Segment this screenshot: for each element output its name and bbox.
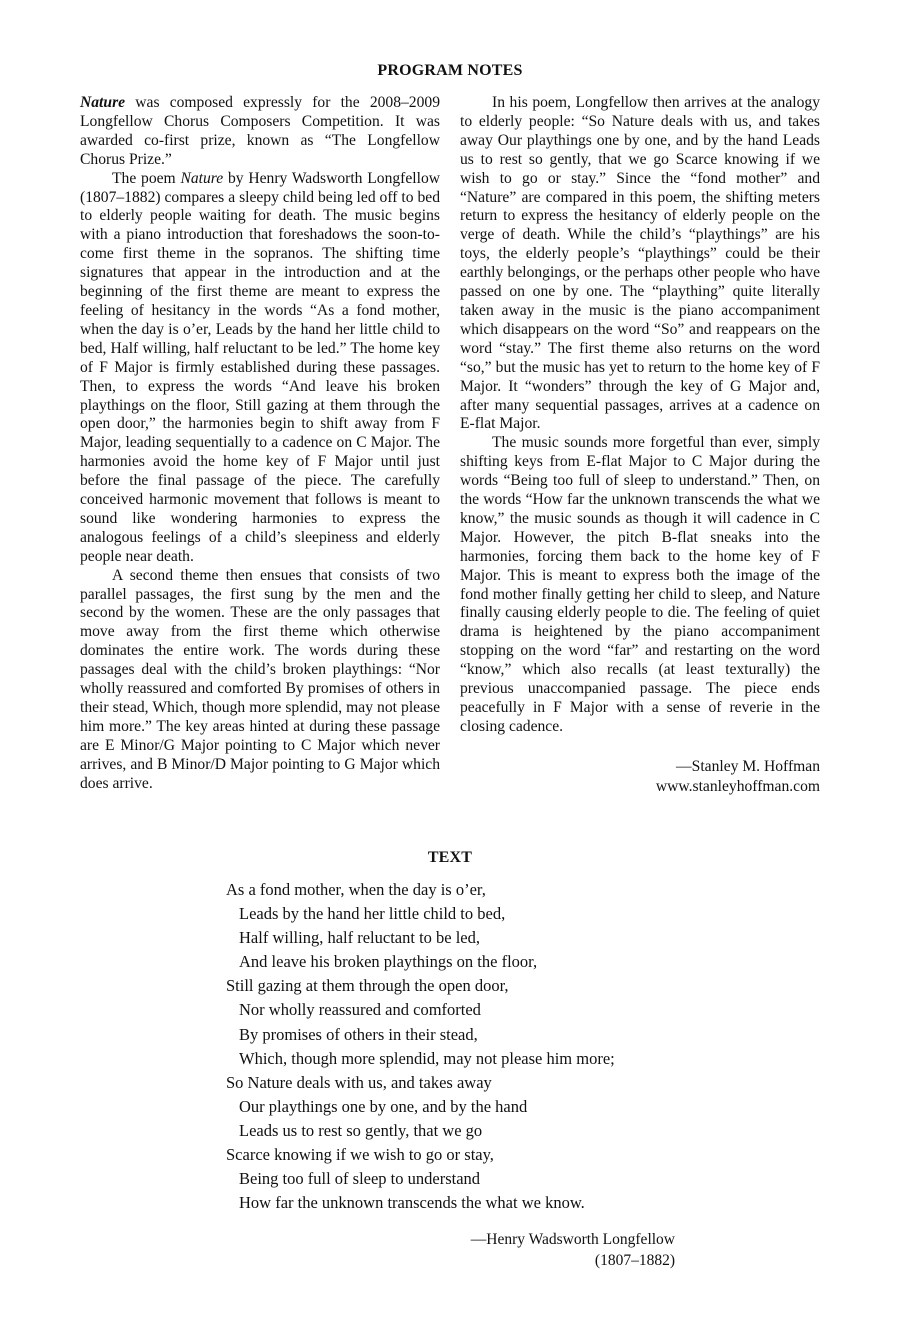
text-heading: TEXT xyxy=(427,849,473,866)
poem-title: Nature xyxy=(180,169,224,187)
poem-line: By promises of others in their stead, xyxy=(239,1024,478,1044)
poem-line: Leads us to rest so gently, that we go xyxy=(239,1120,483,1140)
poem-line: Being too full of sleep to understand xyxy=(239,1169,481,1189)
poem-attribution xyxy=(471,1229,675,1271)
author-name: —Stanley M. Hoffman xyxy=(676,757,820,775)
poem-line: And leave his broken playthings on the floor, xyxy=(239,952,538,972)
notes-paragraph-3: A second theme then ensues that consists of two parallel passages, the first sung by the men and the second by the women. These are the only passages that move away from the first theme which otherwise dominates the entire work. The words during these passages deal with the child’s broken playthings: “Nor wholly reassured and comforted By promises of others in their stead, Which, though more splendid, may not please him more.” The key areas hinted at during these passage are E Minor/G Major pointing to C Major which never arrives, and B Minor/D Major pointing to G Major which does arrive. xyxy=(80,566,440,792)
notes-paragraph-2-text: by Henry Wadsworth Longfellow (1807–1882) compares a sleepy child being led off to bed to elderly people waiting for death. The music begins with a piano introduction that foreshadows the soon-to-come first theme in the sopranos. The shifting time signatures that appear in the introduction and at the beginning of the first theme are meant to express the feeling of hesitancy in the words “As a fond mother, when the day is o’er, Leads by the hand her little child to bed, Half willing, half reluctant to be led.” The home key of F Major is firmly established during these passages. Then, to express the words “And leave his broken playthings on the floor, Still gazing at them through the open door,” the harmonies begin to shift away from F Major, leading sequentially to a cadence on C Major. The harmonies avoid the home key of F Major until just before the final passage of the piece. The carefully conceived harmonic movement that follows is meant to sound like wondering harmonies to express the analogous feelings of a child’s sleepiness and elderly people near death. xyxy=(80,169,440,565)
poem-line: Nor wholly reassured and comforted xyxy=(239,1000,481,1020)
notes-paragraph-4: In his poem, Longfellow then arrives at the analogy to elderly people: “So Nature deals with us, and takes away Our playthings one by one, and by the hand Leads us to rest so gently, that we go Scarce knowing if we wish to go or stay.” Since the “fond mother” and “Nature” are compared in this poem, the shifting meters return to express the hesitancy of elderly people on the verge of death. While the child’s “playthings” are his toys, the elderly people’s “playthings” could be their earthly belongings, or the perhaps other people who have passed on one by one. The “plaything” quite literally taken away in the music is the piano accompaniment which disappears on the word “So” and reappears on the word “stay.” The first theme also returns on the word “so,” but the music has yet to return to the home key of F Major. It “wonders” through the key of G Major and, after many sequential passages, arrives at a cadence on E-flat Major. xyxy=(460,94,820,433)
author-website: www.stanleyhoffman.com xyxy=(655,777,820,795)
notes-paragraph-1 xyxy=(80,94,440,170)
notes-paragraph-2-lead: The poem xyxy=(112,169,181,187)
poem-line: As a fond mother, when the day is o’er, xyxy=(226,880,486,899)
poem-line: Still gazing at them through the open door, xyxy=(226,976,509,996)
poem-line: So Nature deals with us, and takes away xyxy=(226,1072,492,1092)
notes-paragraph-2 xyxy=(80,170,440,567)
poem-line: How far the unknown transcends the what we know. xyxy=(239,1193,585,1213)
poet-dates: (1807–1882) xyxy=(594,1252,675,1269)
poem-text xyxy=(226,878,615,1215)
notes-paragraph-1-text: was composed expressly for the 2008–2009 Longfellow Chorus Composers Competition. It was awarded co-first prize, known as “The Longfellow Chorus Prize.” xyxy=(80,94,440,168)
piece-title: Nature xyxy=(80,94,126,111)
program-notes-left-column xyxy=(80,94,440,794)
poem-line: Which, though more splendid, may not please him more; xyxy=(239,1048,615,1068)
poem-line: Our playthings one by one, and by the hand xyxy=(239,1096,528,1116)
poet-name: —Henry Wadsworth Longfellow xyxy=(470,1231,675,1248)
program-notes-right-column xyxy=(460,94,820,797)
author-signature xyxy=(460,757,820,797)
notes-paragraph-5: The music sounds more forgetful than ever, simply shifting keys from E-flat Major to C Major during the words “Being too full of sleep to understand.” Then, on the words “How far the unknown transcends the what we know,” the music sounds as though it will cadence in C Major. However, the pitch B-flat sneaks into the harmonies, forcing them back to the home key of F Major. This is meant to express both the image of the fond mother finally getting her child to sleep, and Nature finally causing elderly people to die. The feeling of quiet drama is heightened by the piano accompaniment stopping on the word “far” and restarting on the word “know,” which also recalls (at least texturally) the previous unaccompanied passage. The piece ends peacefully in F Major with a sense of reverie in the closing cadence. xyxy=(460,434,820,735)
poem-line: Scarce knowing if we wish to go or stay, xyxy=(226,1145,494,1165)
program-notes-heading: PROGRAM NOTES xyxy=(377,62,523,79)
poem-line: Half willing, half reluctant to be led, xyxy=(239,928,481,948)
poem-line: Leads by the hand her little child to bed, xyxy=(239,904,506,924)
